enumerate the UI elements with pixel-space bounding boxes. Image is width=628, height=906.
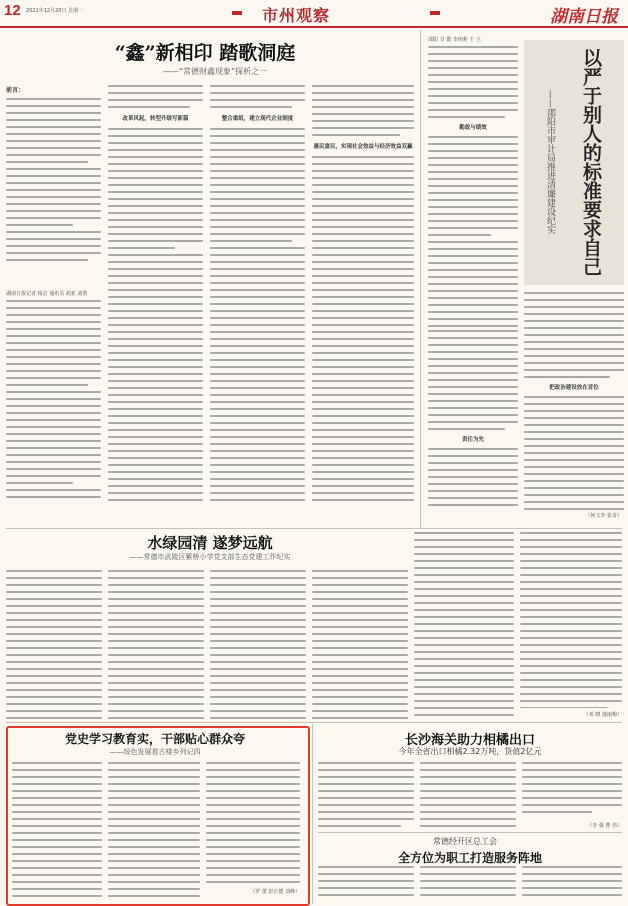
article6-column-3 (522, 866, 622, 902)
date-line: 2021年12月20日 星期一 (26, 8, 84, 14)
article1-intro-column (6, 85, 101, 290)
article5-column-3 (522, 762, 622, 822)
article3-subheadline: ——绥色发展看古楼乡列记四 (109, 748, 201, 756)
article1-column-2 (108, 85, 203, 503)
article1-intro-text (6, 98, 101, 261)
article4-subtitle-3: 把政治建设放在首位 (549, 385, 599, 391)
article4-column-1b (428, 330, 518, 510)
article5-signoff: （李 强 曹 伟） (587, 823, 622, 829)
section-ornament-right (430, 11, 440, 15)
column-divider (420, 30, 421, 528)
article2-subheadline: ——常德市武陵区紫桥小学党支部生态党建工作纪实 (129, 553, 291, 561)
article1-subheadline: ——“常德财鑫现象”探析之一 (162, 67, 268, 76)
article1-byline: 湖南日报记者 杨洁 通讯员 胡亚 刘勇 (6, 291, 88, 297)
article1-column-3 (210, 85, 305, 503)
article5-subheadline: 今年全省出口相橘2.32万吨，货值2亿元 (398, 747, 542, 756)
article1-subtitle-3: 惠民富民，实现社会效益与经济效益双赢 (313, 144, 413, 150)
section-divider-2 (6, 722, 622, 723)
article1-column-4 (312, 85, 414, 503)
article6-headline: 常德经开区总工会 (433, 837, 497, 846)
article2-column-2 (108, 570, 204, 720)
column-divider-lower (312, 724, 313, 904)
masthead-logo: 湖南日报 (550, 7, 618, 27)
article1-subtitle-2: 整合重组，建立现代企业制度 (221, 116, 294, 122)
article5-column-1 (318, 762, 414, 828)
article4-subtitle-1: 勤政与绩效 (459, 125, 487, 131)
article2-signoff: （邓 晓 蒲丽梅） (583, 712, 622, 718)
article4-subtitle-2: 责任为先 (461, 437, 484, 443)
page-number: 12 (4, 2, 21, 19)
article6-column-2 (420, 866, 516, 902)
article4-column-1 (428, 46, 518, 328)
article4-vertical-subtitle: ——邵阳市审计局推进清廉建设纪实 (545, 90, 555, 234)
section-title: 市州观察 (262, 6, 331, 25)
article5-column-2 (420, 762, 516, 828)
article3-column-1 (12, 762, 102, 898)
section-divider-3 (318, 832, 622, 833)
article4-title-banner (524, 40, 624, 285)
article2-headline: 水绿园清 遂梦远航 (147, 534, 273, 552)
section-divider-1 (6, 528, 622, 529)
article3-column-2 (108, 762, 200, 898)
article2-column-4 (312, 570, 408, 720)
article2-column-1 (6, 570, 102, 720)
article3-column-3 (206, 762, 300, 886)
article2-column-6 (520, 532, 622, 708)
article1-subtitle-1: 改革风起，转型升级写新篇 (122, 116, 189, 122)
article3-headline: 党史学习教育实，干部贴心群众夸 (64, 732, 245, 746)
article1-column-1b (6, 300, 101, 500)
article4-signoff: （何文李 张奇） (585, 513, 622, 519)
article4-byline: 邵阳 甘 郡 李玥莉 王 立 (428, 37, 481, 43)
article1-headline: “鑫”新相印 踏歌洞庭 (114, 42, 296, 64)
article3-signoff: （罗 蕾 彭正德 刘峰） (250, 889, 300, 895)
section-ornament-left (232, 11, 242, 15)
article6-subheadline: 全方位为职工打造服务阵地 (397, 851, 542, 865)
article5-headline: 长沙海关助力相橘出口 (404, 733, 535, 748)
article4-column-2 (524, 292, 624, 510)
article2-column-3 (210, 570, 306, 720)
article1-kicker: 前言： (6, 87, 25, 94)
article2-column-5 (414, 532, 514, 720)
article4-vertical-title: 以严于别人的标准要求自己 (580, 48, 602, 276)
article6-column-1 (318, 866, 414, 902)
